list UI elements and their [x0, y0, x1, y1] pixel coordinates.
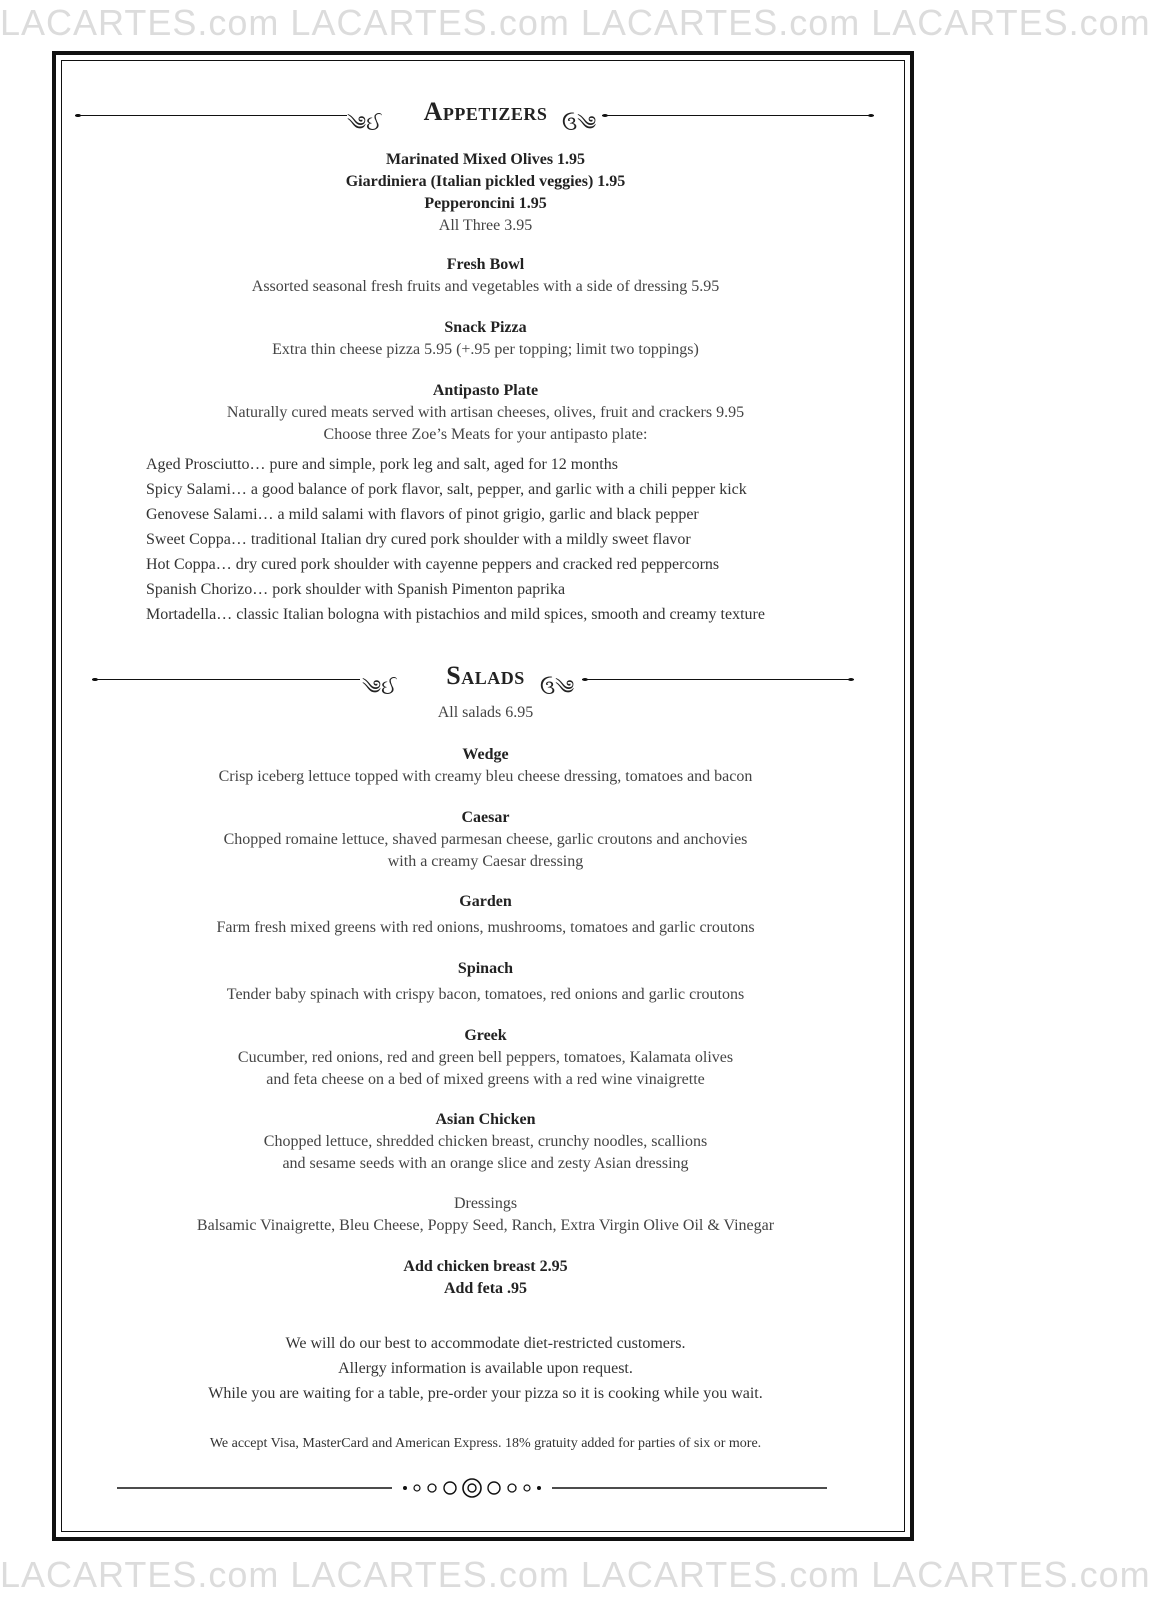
- salad-spinach: [0, 958, 971, 1006]
- appetizers-title: Appetizers: [423, 97, 548, 126]
- meat-item: Sweet Coppa… traditional Italian dry cured pork shoulder with a mildly sweet flavor: [146, 531, 691, 548]
- combo-item: Marinated Mixed Olives 1.95: [385, 151, 586, 168]
- salad-desc: Tender baby spinach with crispy bacon, tomatoes, red onions and garlic croutons: [226, 986, 745, 1003]
- meat-item: Spanish Chorizo… pork shoulder with Spanish Pimenton paprika: [146, 581, 566, 598]
- header-rule-right: [582, 679, 854, 680]
- note-line: Allergy information is available upon request.: [338, 1360, 633, 1377]
- salad-desc: Cucumber, red onions, red and green bell peppers, tomatoes, Kalamata olives: [237, 1049, 734, 1066]
- snack-pizza-block: [0, 317, 971, 361]
- item-name: Antipasto Plate: [432, 382, 539, 399]
- combo-item: Pepperoncini 1.95: [424, 195, 547, 212]
- salads-price-note-block: [0, 702, 971, 724]
- salad-name: Asian Chicken: [435, 1111, 536, 1128]
- salad-name: Wedge: [462, 746, 509, 763]
- dressings-list: Balsamic Vinaigrette, Bleu Cheese, Poppy Seed, Ranch, Extra Virgin Olive Oil & Vinegar: [196, 1217, 775, 1234]
- item-desc: Extra thin cheese pizza 5.95 (+.95 per topping; limit two toppings): [272, 341, 699, 358]
- item-desc: Assorted seasonal fresh fruits and vegetables with a side of dressing 5.95: [251, 278, 720, 295]
- addons-block: [0, 1256, 971, 1300]
- salad-desc: and sesame seeds with an orange slice and zesty Asian dressing: [282, 1155, 689, 1172]
- salad-name: Caesar: [461, 809, 510, 826]
- payment-note: We accept Visa, MasterCard and American Express. 18% gratuity added for parties of six or more.: [209, 1436, 762, 1451]
- dressings-block: [0, 1193, 971, 1237]
- salad-desc: Crisp iceberg lettuce topped with creamy bleu cheese dressing, tomatoes and bacon: [218, 768, 753, 785]
- appetizers-header: [0, 97, 971, 137]
- fresh-bowl-block: [0, 254, 971, 298]
- salad-name: Greek: [464, 1027, 507, 1044]
- item-name: Fresh Bowl: [446, 256, 525, 273]
- salads-price-note: All salads 6.95: [437, 704, 534, 721]
- addon-item: Add feta .95: [443, 1280, 528, 1297]
- flourish-right-icon: ઉ༄: [540, 677, 575, 699]
- salad-name: Spinach: [457, 960, 514, 977]
- antipasto-block: [0, 380, 971, 446]
- dressings-label: Dressings: [453, 1195, 518, 1212]
- meat-item: Aged Prosciutto… pure and simple, pork leg and salt, aged for 12 months: [146, 456, 618, 473]
- flourish-left-icon: ༄ઈ: [362, 677, 397, 699]
- combo-all-three: All Three 3.95: [438, 217, 533, 234]
- notes-block: [0, 1331, 971, 1406]
- meat-item: Genovese Salami… a mild salami with flavors of pinot grigio, garlic and black pepper: [146, 506, 699, 523]
- salad-wedge: [0, 744, 971, 788]
- salad-desc: Chopped romaine lettuce, shaved parmesan cheese, garlic croutons and anchovies: [223, 831, 748, 848]
- combo-block: [0, 149, 971, 237]
- salad-desc: with a creamy Caesar dressing: [387, 853, 584, 870]
- bottom-flourish-icon: [117, 1478, 827, 1498]
- salad-caesar: [0, 807, 971, 873]
- meat-item: Mortadella… classic Italian bologna with pistachios and mild spices, smooth and creamy texture: [146, 606, 765, 623]
- item-desc: Naturally cured meats served with artisan cheeses, olives, fruit and crackers 9.95: [226, 404, 745, 421]
- salad-name: Garden: [459, 893, 512, 910]
- antipasto-choose: Choose three Zoe’s Meats for your antipasto plate:: [323, 426, 648, 443]
- bottom-ornament: [117, 1478, 827, 1498]
- watermark-top: LACARTES.com LACARTES.com LACARTES.com LACARTES.com: [0, 2, 1151, 43]
- salads-title: Salads: [446, 661, 525, 690]
- header-rule-right: [602, 115, 874, 116]
- note-line: While you are waiting for a table, pre-order your pizza so it is cooking while you wait.: [208, 1385, 763, 1402]
- item-name: Snack Pizza: [444, 319, 527, 336]
- salad-desc: Chopped lettuce, shredded chicken breast, crunchy noodles, scallions: [263, 1133, 708, 1150]
- combo-item: Giardiniera (Italian pickled veggies) 1.95: [345, 173, 626, 190]
- watermark-bottom: LACARTES.com LACARTES.com LACARTES.com LACARTES.com: [0, 1554, 1151, 1595]
- salad-asian-chicken: [0, 1109, 971, 1175]
- salads-header: [0, 661, 971, 701]
- salad-greek: [0, 1025, 971, 1091]
- meat-item: Hot Coppa… dry cured pork shoulder with cayenne peppers and cracked red peppercorns: [146, 556, 720, 573]
- addon-item: Add chicken breast 2.95: [403, 1258, 568, 1275]
- meat-item: Spicy Salami… a good balance of pork flavor, salt, pepper, and garlic with a chili pepper kick: [146, 481, 747, 498]
- salad-garden: [0, 891, 971, 939]
- salad-desc: and feta cheese on a bed of mixed greens with a red wine vinaigrette: [266, 1071, 705, 1088]
- flourish-right-icon: ઉ༄: [562, 113, 597, 135]
- salad-desc: Farm fresh mixed greens with red onions, mushrooms, tomatoes and garlic croutons: [216, 919, 755, 936]
- note-line: We will do our best to accommodate diet-restricted customers.: [285, 1335, 686, 1352]
- flourish-left-icon: ༄ઈ: [347, 113, 382, 135]
